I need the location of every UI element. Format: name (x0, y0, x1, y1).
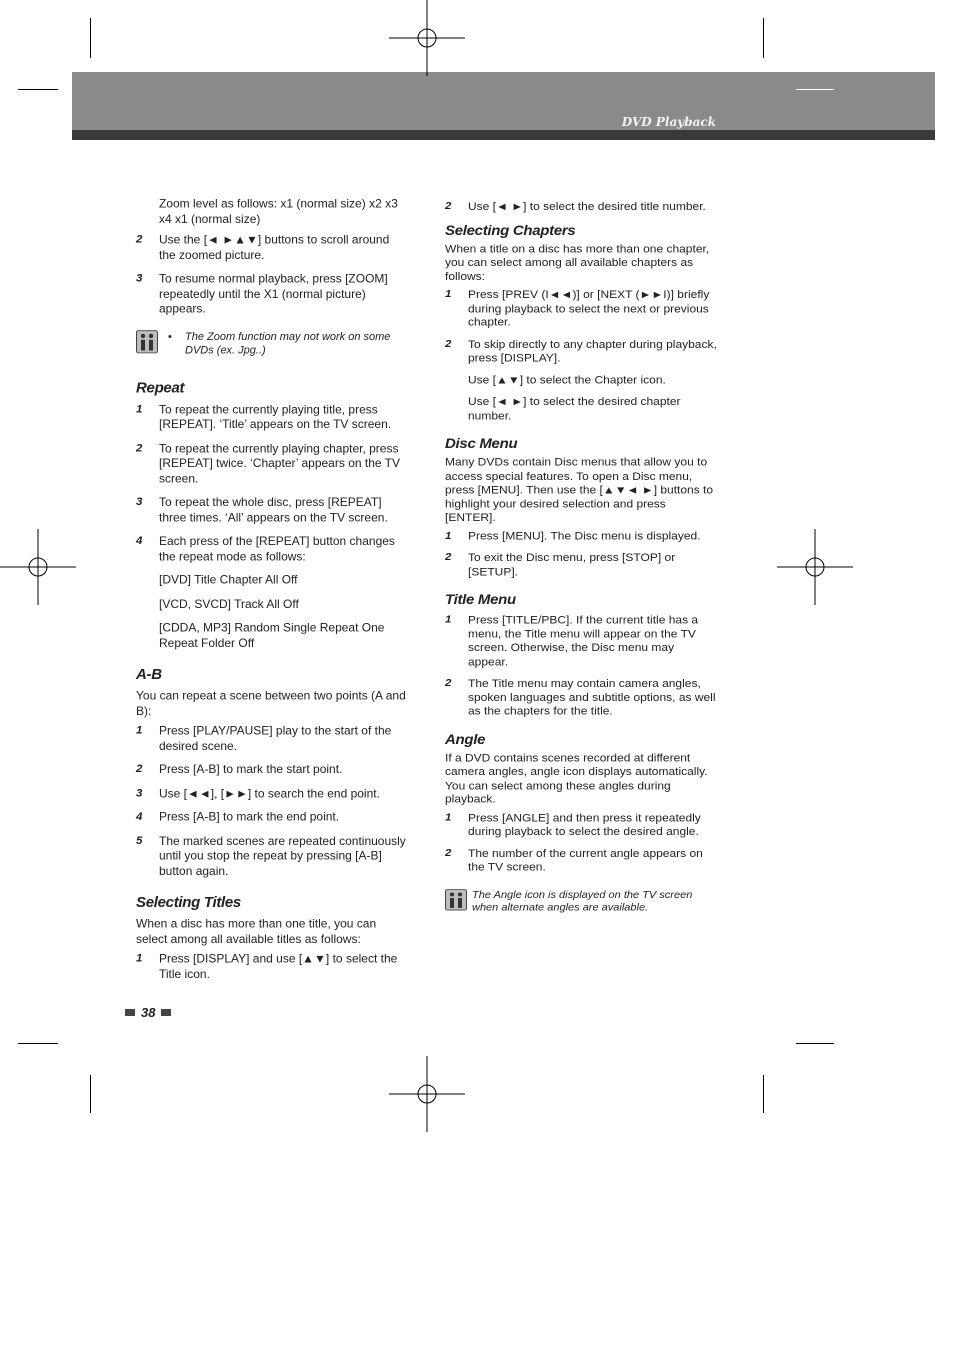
list-item (136, 441, 408, 486)
step-text: Press [ANGLE] and then press it repeatedly during playback to select the desired angle. (468, 811, 701, 838)
zoom-levels: Zoom level as follows: x1 (normal size) x2 x3 x4 x1 (normal size) (159, 197, 398, 226)
step-text: To resume normal playback, press [ZOOM] repeatedly until the X1 (normal picture) appears. (159, 271, 388, 316)
step-number: 2 (445, 847, 452, 859)
step-number: 2 (136, 763, 143, 776)
header-band (72, 72, 935, 130)
step-number: 3 (136, 272, 143, 285)
step-text: To repeat the currently playing title, press [REPEAT]. ‘Title’ appears on the TV screen. (159, 402, 392, 432)
zoom-note (136, 330, 408, 358)
registration-mark-icon (389, 0, 465, 76)
list-item (136, 952, 408, 982)
list-item (136, 724, 408, 754)
section-heading-disc-menu: Disc Menu (445, 436, 518, 452)
page-marker (161, 1009, 171, 1016)
section-title: DVD Playback (621, 115, 716, 129)
step-number: 2 (136, 233, 143, 246)
list-item (445, 847, 717, 875)
note-text: The Angle icon is displayed on the TV screen when alternate angles are available. (472, 889, 693, 914)
step-number: 4 (136, 811, 143, 823)
list-item (136, 402, 408, 432)
step-number: 4 (136, 535, 143, 547)
list-item (136, 762, 408, 777)
page-marker (125, 1009, 135, 1016)
crop-mark (763, 18, 764, 58)
list-item (445, 288, 717, 329)
step-number: 1 (136, 724, 143, 737)
step-number: 1 (136, 403, 143, 416)
crop-mark (763, 1075, 764, 1113)
step-text: To exit the Disc menu, press [STOP] or [SETUP]. (468, 551, 676, 578)
list-item (445, 529, 717, 543)
step-number: 3 (136, 787, 143, 799)
repeat-mode: [VCD, SVCD] Track All Off (159, 596, 299, 611)
crop-mark (90, 1075, 91, 1113)
chapters-intro: When a title on a disc has more than one chapter, you can select among all available chapters as follows: (445, 242, 710, 283)
note-text: The Zoom function may not work on some DVDs (ex. Jpg..) (185, 330, 391, 357)
list-item (136, 786, 408, 801)
list-item (445, 811, 717, 839)
step-number: 1 (445, 530, 452, 542)
ab-intro: You can repeat a scene between two points (A and B): (136, 688, 406, 718)
registration-mark-icon (0, 529, 76, 605)
list-item (136, 810, 408, 825)
header-bar (72, 130, 935, 140)
step-text: Press [PREV (I◄◄)] or [NEXT (►►I)] briefly during playback to select the next or previous chapter. (468, 288, 710, 329)
step-text: The Title menu may contain camera angles, spoken languages and subtitle options, as well as the chapters for the title. (468, 676, 716, 718)
info-icon (445, 889, 467, 910)
step-number: 2 (445, 200, 452, 212)
list-item (445, 338, 717, 366)
header-rule (796, 89, 834, 90)
registration-mark-icon (389, 1056, 465, 1132)
step-text: Use [◄ ►] to select the desired title number. (468, 200, 706, 213)
step-text: To repeat the currently playing chapter, press [REPEAT] twice. ‘Chapter’ appears on the TV screen. (159, 441, 401, 486)
list-item (136, 272, 408, 317)
chapters-substep: Use [◄ ►] to select the desired chapter number. (468, 395, 681, 422)
step-number: 2 (445, 677, 452, 689)
crop-mark (796, 1043, 834, 1044)
step-text: The number of the current angle appears on the TV screen. (468, 846, 703, 874)
step-text: Use [◄◄], [►►] to search the end point. (159, 786, 380, 800)
disc-menu-intro: Many DVDs contain Disc menus that allow you to access special features. To open a Disc menu, press [MENU]. Then use the [▲▼◄ ►] buttons to highlight your desired selection and press [ENTER]. (445, 455, 714, 524)
section-heading-selecting-titles: Selecting Titles (136, 894, 241, 912)
list-item (445, 200, 717, 214)
step-text: Press [PLAY/PAUSE] play to the start of the desired scene. (159, 723, 392, 753)
section-heading-title-menu: Title Menu (445, 592, 516, 608)
registration-mark-icon (777, 529, 853, 605)
bullet: • (168, 330, 172, 343)
step-text: Press [TITLE/PBC]. If the current title has a menu, the Title menu will appear on the TV screen. Otherwise, the Disc menu may appear. (468, 613, 699, 668)
step-text: Use the [◄ ►▲▼] buttons to scroll around the zoomed picture. (159, 232, 390, 262)
page-number (125, 1004, 171, 1020)
section-heading-repeat: Repeat (136, 379, 185, 396)
step-number: 1 (445, 289, 452, 300)
step-number: 2 (445, 338, 452, 350)
section-heading-ab: A-B (136, 666, 162, 683)
right-column (445, 200, 717, 915)
list-item (445, 677, 717, 718)
angle-intro: If a DVD contains scenes recorded at different camera angles, angle icon displays automatically. You can select among these angles during playback. (445, 751, 708, 806)
crop-mark (90, 18, 91, 58)
step-text: The marked scenes are repeated continuously until you stop the repeat by pressing [A-B] button again. (159, 833, 406, 878)
step-text: To repeat the whole disc, press [REPEAT] three times. ‘All’ appears on the TV screen. (159, 495, 388, 524)
step-text: Press [MENU]. The Disc menu is displayed. (468, 529, 701, 542)
list-item (136, 534, 408, 564)
step-text: Press [A-B] to mark the end point. (159, 810, 340, 824)
list-item (136, 233, 408, 263)
step-number: 5 (136, 834, 143, 847)
repeat-mode: [DVD] Title Chapter All Off (159, 572, 298, 587)
info-icon (136, 330, 158, 353)
list-item (445, 614, 717, 669)
repeat-mode: [CDDA, MP3] Random Single Repeat One Repeat Folder Off (159, 620, 385, 650)
list-item (136, 834, 408, 879)
list-item (445, 551, 717, 579)
step-text: Press [DISPLAY] and use [▲▼] to select the Title icon. (159, 951, 398, 981)
step-number: 2 (445, 552, 452, 563)
step-text: Press [A-B] to mark the start point. (159, 762, 343, 777)
angle-note (445, 889, 717, 915)
chapters-substep: Use [▲▼] to select the Chapter icon. (468, 373, 666, 386)
step-number: 2 (136, 442, 143, 454)
step-text: Each press of the [REPEAT] button changes the repeat mode as follows: (159, 534, 395, 563)
step-text: To skip directly to any chapter during playback, press [DISPLAY]. (468, 337, 717, 365)
crop-mark (18, 1043, 58, 1044)
step-number: 3 (136, 496, 143, 508)
section-heading-selecting-chapters: Selecting Chapters (445, 222, 576, 238)
titles-intro: When a disc has more than one title, you can select among all available titles as follows: (136, 916, 377, 946)
list-item (136, 495, 408, 525)
step-number: 1 (445, 614, 452, 626)
step-number: 1 (136, 952, 143, 965)
step-number: 1 (445, 812, 452, 823)
crop-mark (18, 89, 58, 90)
left-column (136, 197, 408, 982)
section-heading-angle: Angle (445, 731, 486, 747)
page-number-text: 38 (141, 1005, 156, 1021)
